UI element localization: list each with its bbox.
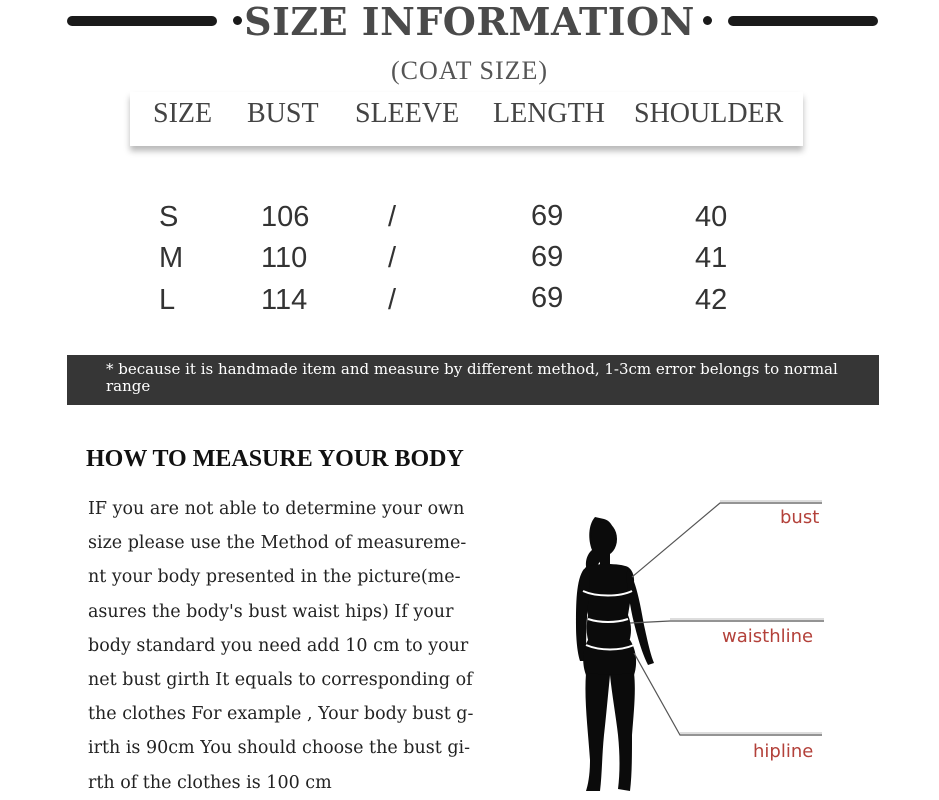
hip-label: hipline xyxy=(753,741,814,762)
hip-pointer-line xyxy=(634,653,822,735)
table-cell: M xyxy=(159,242,184,274)
column-header-sleeve: SLEEVE xyxy=(355,98,460,129)
note-text: * because it is handmade item and measure by different method, 1-3cm error belongs to normal range xyxy=(106,360,838,395)
waist-label: waisthline xyxy=(722,626,814,647)
table-cell: 69 xyxy=(531,282,564,314)
measure-instructions: IF you are not able to determine your own size please use the Method of measureme- nt your body presented in the picture(me- asures the body's bust waist hips) If your body standard you need add 10 cm to your net bust girth It equals to corresponding of the clothes For example , Your body bust g- irth is 90cm You should choose the bust gi- rth of the clothes is 100 cm xyxy=(88,499,474,793)
table-cell: 106 xyxy=(261,201,310,233)
table-cell: 42 xyxy=(695,284,728,316)
table-cell: 114 xyxy=(261,284,308,316)
woman-silhouette-icon xyxy=(576,517,654,791)
table-cell: 110 xyxy=(261,242,308,274)
table-cell: 40 xyxy=(695,201,728,233)
table-cell: / xyxy=(388,242,397,274)
column-header-length: LENGTH xyxy=(493,98,605,129)
bust-label: bust xyxy=(780,507,820,528)
page-title: SIZE INFORMATION xyxy=(244,0,695,44)
column-header-shoulder: SHOULDER xyxy=(634,98,784,129)
table-cell: 69 xyxy=(531,200,564,232)
body-measurement-figure xyxy=(550,495,850,795)
page-subtitle: (COAT SIZE) xyxy=(390,56,549,85)
title-rule-right xyxy=(728,16,878,26)
table-cell: 69 xyxy=(531,241,564,273)
table-cell: L xyxy=(159,284,176,316)
column-header-bust: BUST xyxy=(247,98,319,129)
column-header-size: SIZE xyxy=(153,98,213,129)
waist-pointer-line xyxy=(630,621,824,623)
table-cell: / xyxy=(388,201,397,233)
table-cell: 41 xyxy=(695,242,728,274)
title-dot-right xyxy=(703,16,712,25)
table-cell: S xyxy=(159,201,179,233)
table-cell: / xyxy=(388,284,397,316)
measure-heading: HOW TO MEASURE YOUR BODY xyxy=(86,446,464,472)
